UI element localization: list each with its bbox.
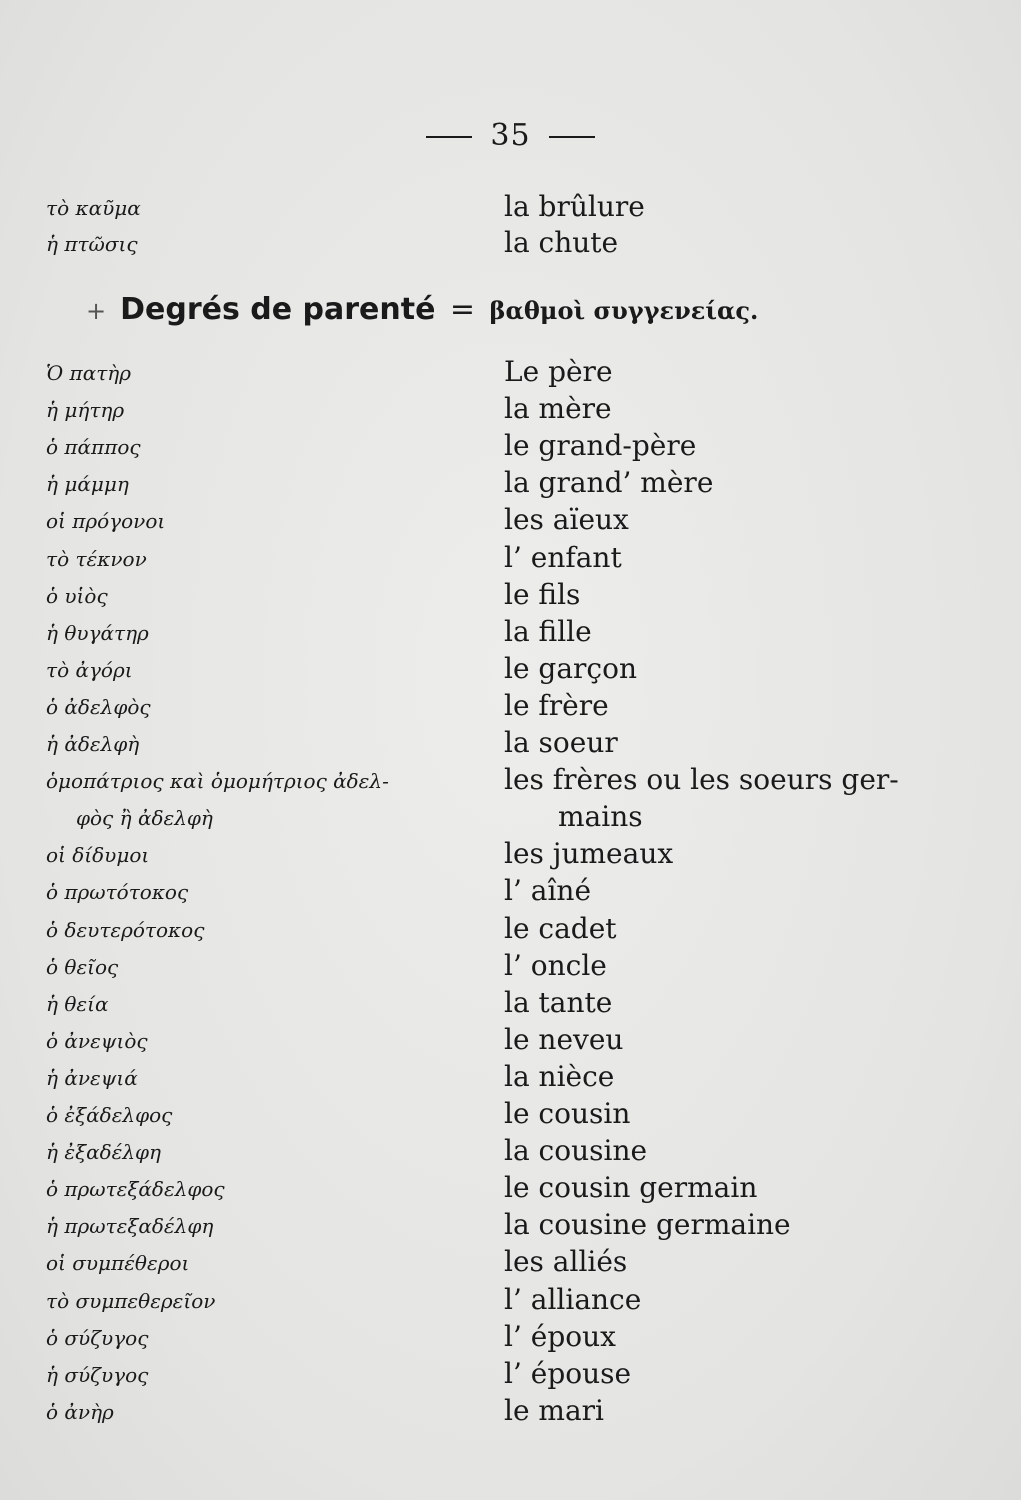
greek-term: Ὁ πατὴρ <box>46 361 131 385</box>
vocab-row <box>0 392 1021 429</box>
vocab-row <box>0 1171 1021 1208</box>
french-term: la nièce <box>504 1059 615 1093</box>
vocab-row <box>0 1283 1021 1320</box>
vocab-row <box>0 226 1021 263</box>
french-term: les alliés <box>504 1245 628 1279</box>
vocab-row <box>0 800 1021 837</box>
french-term: mains <box>558 800 643 834</box>
equals-sign: = <box>449 292 476 327</box>
greek-term: οἱ δίδυμοι <box>46 843 150 868</box>
greek-term: τὸ συμπεθερεῖον <box>46 1288 216 1313</box>
vocab-row <box>0 466 1021 503</box>
greek-term: ἡ σύζυγος <box>46 1362 149 1387</box>
vocab-row <box>0 874 1021 911</box>
vocab-row <box>0 503 1021 540</box>
french-term: les aïeux <box>504 503 629 537</box>
vocab-row <box>0 1394 1021 1431</box>
vocab-row <box>0 1097 1021 1134</box>
greek-term: ἡ θυγάτηρ <box>46 620 149 645</box>
vocab-row <box>0 986 1021 1023</box>
french-term: l’ oncle <box>504 948 607 982</box>
french-term: la tante <box>504 985 613 1019</box>
section-title: Degrés de parenté <box>120 292 436 327</box>
greek-term: ὁ υἱὸς <box>46 583 108 608</box>
greek-term: ὁ ἀνεψιὸς <box>46 1028 148 1053</box>
french-term: le garçon <box>504 651 637 685</box>
french-term: la mère <box>504 392 612 426</box>
french-term: Le père <box>504 355 613 388</box>
greek-term: ὁ δευτερότοκος <box>46 917 205 942</box>
vocab-row <box>0 912 1021 949</box>
greek-term: ἡ ἀνεψιά <box>46 1065 138 1090</box>
greek-term: ἡ μάμμη <box>46 472 129 497</box>
greek-term: ἡ πρωτεξαδέλφη <box>46 1214 214 1239</box>
french-term: la chute <box>504 226 619 259</box>
french-term: les frères ou les soeurs ger- <box>504 763 899 797</box>
greek-term: ὁμοπάτριος καὶ ὁμομήτριος ἀδελ- <box>46 769 389 794</box>
vocab-row <box>0 1023 1021 1060</box>
french-term: le grand-père <box>504 429 697 463</box>
french-term: la fille <box>504 614 592 648</box>
greek-term: ὁ ἀδελφὸς <box>46 694 151 719</box>
french-term: la soeur <box>504 726 618 759</box>
greek-term: ἡ ἀδελφὴ <box>46 732 140 756</box>
vocab-row <box>0 1357 1021 1394</box>
section-heading <box>86 292 758 327</box>
french-term: l’ épouse <box>504 1356 632 1390</box>
french-term: la cousine germaine <box>504 1208 791 1242</box>
french-term: le cadet <box>504 911 617 945</box>
vocab-row <box>0 1134 1021 1171</box>
french-term: l’ aîné <box>504 874 592 908</box>
french-term: l’ alliance <box>504 1282 642 1316</box>
vocab-row <box>0 190 1021 227</box>
vocab-row <box>0 949 1021 986</box>
greek-term: τὸ ἀγόρι <box>46 657 133 682</box>
vocab-row <box>0 355 1021 392</box>
vocab-row <box>0 1060 1021 1097</box>
vocab-row <box>0 689 1021 726</box>
greek-term: ἡ ἐξαδέλφη <box>46 1140 162 1165</box>
greek-term: ὁ σύζυγος <box>46 1325 149 1350</box>
french-term: les jumeaux <box>504 837 674 871</box>
vocab-row <box>0 615 1021 652</box>
french-term: l’ enfant <box>504 540 622 574</box>
vocab-row <box>0 837 1021 874</box>
vocab-row <box>0 429 1021 466</box>
french-term: le cousin germain <box>504 1171 758 1205</box>
greek-term: ὁ πρωτότοκος <box>46 880 189 905</box>
vocab-row <box>0 541 1021 578</box>
french-term: la cousine <box>504 1134 648 1168</box>
french-term: la brûlure <box>504 190 645 223</box>
greek-term: ὁ ἐξάδελφος <box>46 1103 173 1127</box>
greek-term: ἡ πτῶσις <box>46 232 138 256</box>
french-term: le frère <box>504 688 609 722</box>
vocab-row <box>0 1320 1021 1357</box>
section-marker: + <box>86 297 107 325</box>
greek-term: τὸ καῦμα <box>46 196 141 220</box>
vocab-row <box>0 652 1021 689</box>
page-number: 35 <box>0 118 1021 153</box>
dash-right <box>549 136 595 138</box>
french-term: le neveu <box>504 1022 624 1056</box>
greek-term: ὁ θεῖος <box>46 954 119 979</box>
greek-term: ἡ θεία <box>46 991 109 1016</box>
greek-term: φὸς ἢ ἀδελφὴ <box>76 806 213 831</box>
french-term: le cousin <box>504 1097 631 1130</box>
vocab-row <box>0 1245 1021 1282</box>
greek-term: οἱ συμπέθεροι <box>46 1251 190 1276</box>
greek-term: ὁ ἀνὴρ <box>46 1399 114 1424</box>
vocab-row <box>0 1208 1021 1245</box>
french-term: le fils <box>504 577 581 611</box>
greek-term: ὁ πρωτεξάδελφος <box>46 1177 225 1202</box>
vocab-row <box>0 726 1021 763</box>
french-term: le mari <box>504 1393 605 1427</box>
greek-term: τὸ τέκνον <box>46 546 147 571</box>
french-term: l’ époux <box>504 1319 616 1353</box>
section-greek-title: βαθμοὶ συγγενείας. <box>489 296 759 325</box>
greek-term: ὁ πάππος <box>46 435 141 460</box>
greek-term: οἱ πρόγονοι <box>46 509 166 534</box>
greek-term: ἡ μήτηρ <box>46 398 125 423</box>
vocab-row <box>0 763 1021 800</box>
french-term: la grand’ mère <box>504 466 714 500</box>
vocab-row <box>0 578 1021 615</box>
dash-left <box>426 136 472 138</box>
